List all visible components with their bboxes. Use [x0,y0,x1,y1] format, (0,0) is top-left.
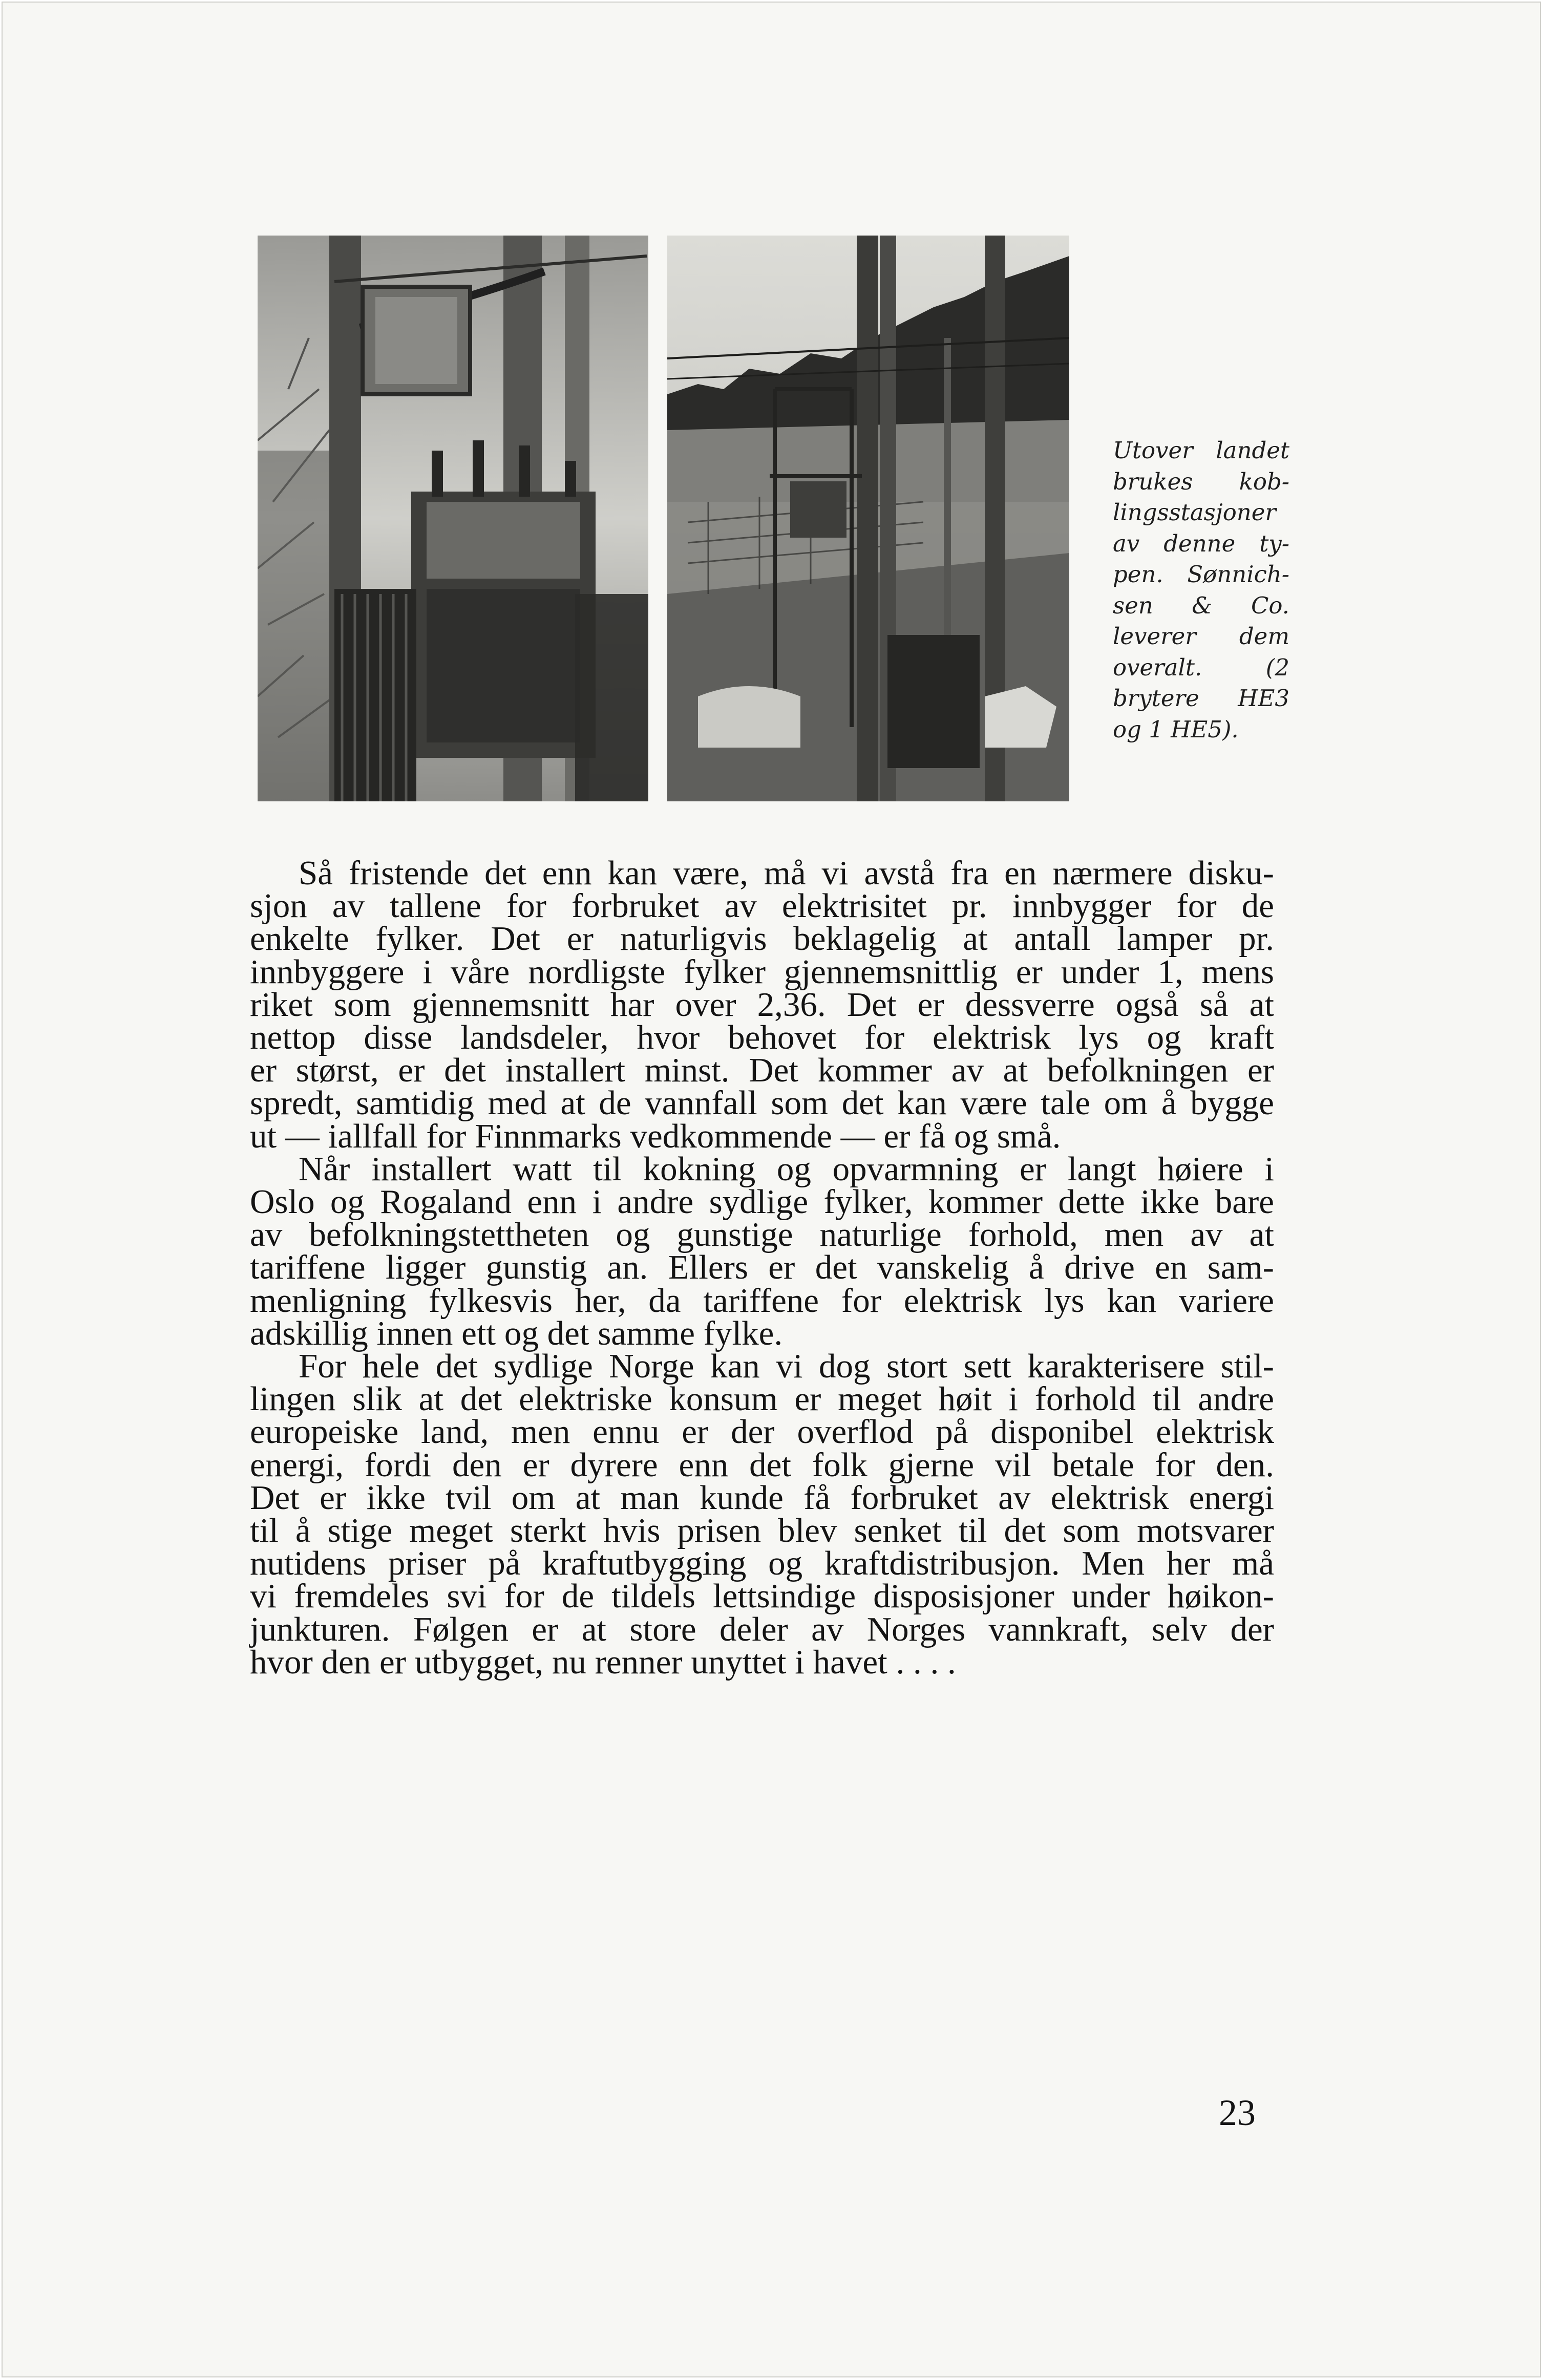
caption-line: pen. Sønnich- [1113,561,1289,588]
caption-line: overalt. (2 [1113,653,1289,681]
body-line: enkelte fylker. Det er naturligvis beklagelig at antall lamper pr. [250,920,1274,958]
body-line: nettop disse landsdeler, hvor behovet for elektrisk lys og kraft [250,1018,1274,1057]
body-line: lingen slik at det elektriske konsum er meget høit i forhold til andre [250,1380,1274,1418]
caption-line: sen & Co. [1113,591,1289,619]
body-line: Når installert watt til kokning og opvarmning er langt høiere i [299,1150,1274,1188]
caption-line: leverer dem [1113,623,1289,650]
page [2,2,1541,2377]
body-line: junkturen. Følgen er at store deler av Norges vannkraft, selv der [250,1610,1274,1648]
body-line: energi, fordi den er dyrere enn det folk gjerne vil betale for den. [250,1446,1274,1484]
figure-caption [1113,435,1289,745]
body-line: til å stige meget sterkt hvis prisen blev senket til det som motsvarer [250,1512,1274,1550]
body-text [250,854,1274,1681]
body-line: menligning fylkesvis her, da tariffene for elektrisk lys kan variere [250,1281,1274,1320]
body-line: adskillig innen ett og det samme fylke. [250,1314,783,1352]
body-line: europeiske land, men ennu er der overflod på disponibel elektrisk [250,1413,1274,1451]
body-line: ut — iallfall for Finnmarks vedkommende — er få og små. [250,1117,1061,1155]
page-number: 23 [1219,2092,1256,2133]
body-line: vi fremdeles svi for de tildels lettsindige disposisjoner under høikon- [250,1577,1274,1616]
caption-line: av denne ty- [1113,529,1289,557]
caption-line: lingsstasjoner [1113,499,1276,526]
caption-line: og 1 HE5). [1113,715,1239,743]
body-line: tariffene ligger gunstig an. Ellers er det vanskelig å drive en sam- [250,1248,1274,1287]
body-line: sjon av tallene for forbruket av elektrisitet pr. innbygger for de [250,887,1274,925]
body-line: Oslo og Rogaland enn i andre sydlige fylker, kommer dette ikke bare [250,1183,1274,1221]
switching-station-photo-right [667,236,1069,801]
body-line: Så fristende det enn kan være, må vi avstå fra en nærmere disku- [299,854,1274,892]
transformer-photo-left-image [258,236,648,801]
body-line: er størst, er det installert minst. Det kommer av at befolkningen er [250,1051,1274,1090]
body-line: spredt, samtidig med at de vannfall som det kan være tale om å bygge [250,1084,1274,1122]
body-line: innbyggere i våre nordligste fylker gjennemsnittlig er under 1, mens [250,952,1274,991]
body-line: hvor den er utbygget, nu renner unyttet i havet . . . . [250,1643,956,1681]
body-line: Det er ikke tvil om at man kunde få forbruket av elektrisk energi [250,1478,1274,1517]
caption-line: brytere HE3 [1113,685,1289,712]
transformer-photo-left [258,236,648,801]
caption-line: Utover landet [1113,437,1289,464]
body-line: For hele det sydlige Norge kan vi dog stort sett karakterisere stil- [299,1347,1274,1386]
caption-line: brukes kob- [1113,468,1289,495]
switching-station-photo-right-image [667,236,1069,801]
body-line: nutidens priser på kraftutbygging og kraftdistribusjon. Men her må [250,1544,1274,1583]
body-line: av befolkningstettheten og gunstige naturlige forhold, men av at [250,1216,1274,1254]
body-line: riket som gjennemsnitt har over 2,36. Det er dessverre også så at [250,985,1274,1024]
